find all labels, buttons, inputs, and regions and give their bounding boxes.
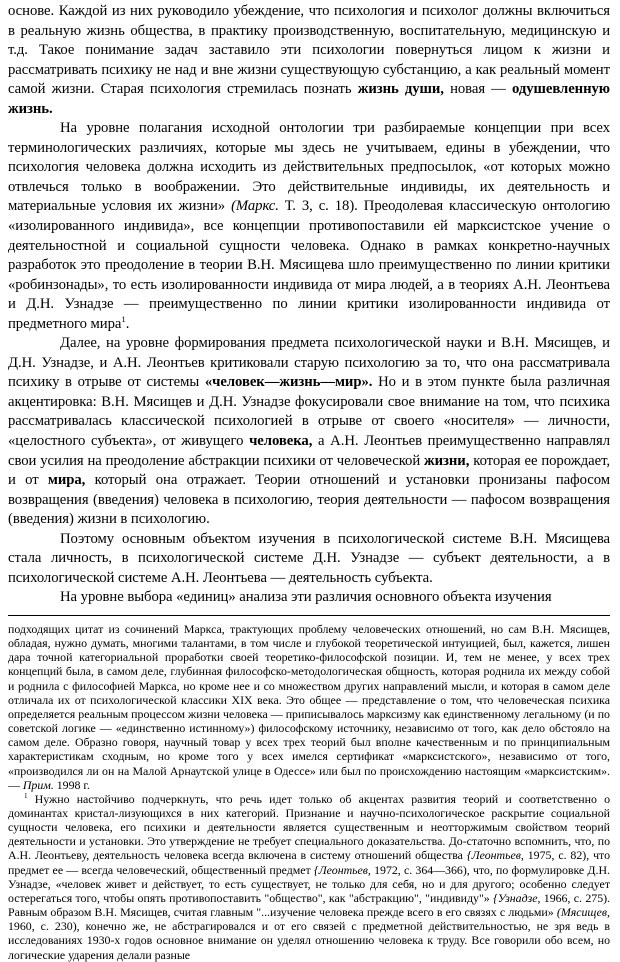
text-run: а А.Н. Леонтьев преимущественно направлял свои усилия на преодоление абстракции психики от человеческой: [8, 433, 610, 469]
footnote-separator: [8, 615, 610, 616]
text-run: Нужно настойчиво подчеркнуть, что речь идет только об акцентах развития теорий и соответственно о доминантах кристал-лизующихся в них категорий. Признание и научно-психологическое раскрытие социальной сущности человека, его психики и деятельности является существенным и неотторжимым свойством теорий деятельности и установки. Это утверждение не требует специального доказательства. До-статочно вспомнить, что, по А.Н. Леонтьеву, деятельность человека всегда включена в систему отношений общества: [8, 791, 610, 863]
text-run: Но и в этом пункте была различная акцентировка: В.Н. Мясищев и Д.Н. Узнадзе фокусировали свое внимание на том, что психика рассматривалась классической психологией в отрыве от своего «носителя» — личности, «целостного субъекта», от живущего: [8, 374, 610, 450]
text-run: «человек—жизнь—мир».: [204, 374, 373, 391]
text-run: Далее, на уровне формирования предмета психологической науки и В.Н. Мясищев, и Д.Н. Узнадзе, и А.Н. Леонтьев критиковали старую психологию за то, что она рассматривала психику в отрыве от системы: [8, 335, 610, 391]
text-run: Т. 3, с. 18). Преодолевая классическую онтологию «изолированного индивида», все концепции противопоставили ей марксистское учение о деятельностной и социальной сущности человека. Однако в рамках конкретно-научных разработок это преодоление в теории В.Н. Мясищева шло преимущественно по линии критики «робинзонады», то есть изолированности индивида от мира людей, а в теориях А.Н. Леонтьева и Д.Н. Узнадзе — преимущественно по линии критики изолированности индивида от предметного мира: [8, 198, 610, 332]
paragraph-3: [8, 334, 610, 529]
paragraph-5: [8, 588, 610, 608]
footnote-1-text: [8, 792, 610, 962]
document-page: [8, 0, 611, 962]
paragraph-1: [8, 2, 610, 119]
text-run: {Леонтьев,: [466, 848, 524, 863]
text-run: Поэтому основным объектом изучения в психологической системе В.Н. Мясищева стала личность, в психологической системе Д.Н. Узнадзе — субъект деятельности, а в психологической системе А.Н. Леонтьева — деятельность субъекта.: [8, 530, 610, 586]
footnote-continuation: [8, 622, 610, 792]
text-run: Прим.: [22, 777, 54, 792]
text-run: жизни,: [424, 452, 470, 469]
text-run: жизнь души,: [357, 81, 444, 98]
paragraph-2: [8, 119, 610, 334]
paragraph-4: [8, 530, 610, 589]
text-run: {Леонтьев,: [313, 862, 371, 877]
footnote-1-marker: 1: [24, 791, 28, 800]
text-run: {Узнадзе,: [493, 890, 541, 905]
text-run: 1966, с. 275). Равным образом В.Н. Мясищев, считая главным "...изучение человека прежде всего в его связях с людьми»: [8, 890, 611, 920]
text-run: новая —: [443, 81, 512, 98]
text-run: (Мясищев,: [556, 905, 610, 920]
main-text: [8, 2, 610, 608]
text-run: одушевленную жизнь.: [8, 81, 610, 117]
footnote-ref-marker: 1: [121, 313, 126, 324]
text-run: На уровне выбора «единиц» анализа эти различия основного объекта изучения: [60, 589, 552, 606]
text-run: На уровне полагания исходной онтологии три разбираемые концепции при всех терминологических различиях, которые мы здесь не учитываем, едины в убеждении, что психология человека должна исходить из действительных предпосылок, «от которых можно отвлечься только в воображении. Это действительные индивиды, их деятельность и материальные условия их жизни»: [8, 120, 610, 215]
text-run: мира,: [47, 472, 86, 489]
text-run: 1972, с. 364—366), что, по формулировке Д.Н. Узнадзе, «человек живет и действует, то есть существует, не только для себя, но и для другого; особенно следует остерегаться того, чтобы опять противопоставить "общество", как "абстракцию", "индивиду"»: [8, 862, 610, 905]
text-run: подходящих цитат из сочинений Маркса, трактующих проблему человеческих отношений, но сам В.Н. Мясищев, обладая, нужно думать, многими талантами, в том числе и глубокой теоретической интуицией, был, кажется, лишен дара точной категориальной проработки своей теоретико-философской позиции. И, тем не менее, у всех трех концепций была, в самом деле, глубинная философско-методологическая общность, которая роднила их между собой и роднила с философией Маркса, но кроме нее и со множеством других направлений мысли, и которая в самом деле отличала их от психологической классики XIX века. Это общее — представление о том, что человеческая психика определяется реальным процессом жизни человека — приписывалось марксизму как единственному легальному (и по советской логике — «единственно истинному») философскому источнику, независимо от того, как дело обстояло на самом деле. Образно говоря, научный товар у всех трех теорий был вполне качественным и по принципиальным характеристикам сходным, но кроме того у всех имелся сертификат «марксистского», независимо от того, «производился ли он на Малой Арнаутской улице в Одессе» или был по происхождению настоящим «марксистским». —: [8, 621, 610, 792]
text-run: 1975, с. 82), что предмет ее — всегда человеческий, общественный предмет: [8, 848, 610, 877]
text-run: который она отражает. Теории отношений и установки пронизаны пафосом возвращения (введения) человека в психологию, теория деятельности — пафосом возвращения (введения) жизни в психологию.: [8, 472, 610, 528]
text-run: человека,: [249, 433, 313, 450]
footnotes: [8, 622, 610, 962]
text-run: 1960, с. 230), конечно же, не абстрагировался и от его связей с предметной действительностью, не зря ведь в исследованиях 1930-х годов основное внимание он уделял отношению человека к труду. Все говорили обо всем, но логические ударения делали разные: [8, 919, 610, 962]
text-run: .: [125, 315, 130, 332]
text-run: (Маркс.: [231, 198, 279, 215]
text-run: которая ее порождает, и от: [8, 452, 610, 489]
footnote-1: [8, 792, 610, 962]
text-run: 1998 г.: [53, 777, 90, 792]
text-run: основе. Каждой из них руководило убеждение, что психология и психолог должны включиться в реальную жизнь общества, в практику производственную, воспитательную, медицинскую и т.д. Такое понимание задач заставило эти психологии повернуться лицом к жизни и рассматривать психику не над и вне жизни существующую субстанцию, а как реальный момент самой жизни. Старая психология стремилась познать: [8, 3, 610, 98]
